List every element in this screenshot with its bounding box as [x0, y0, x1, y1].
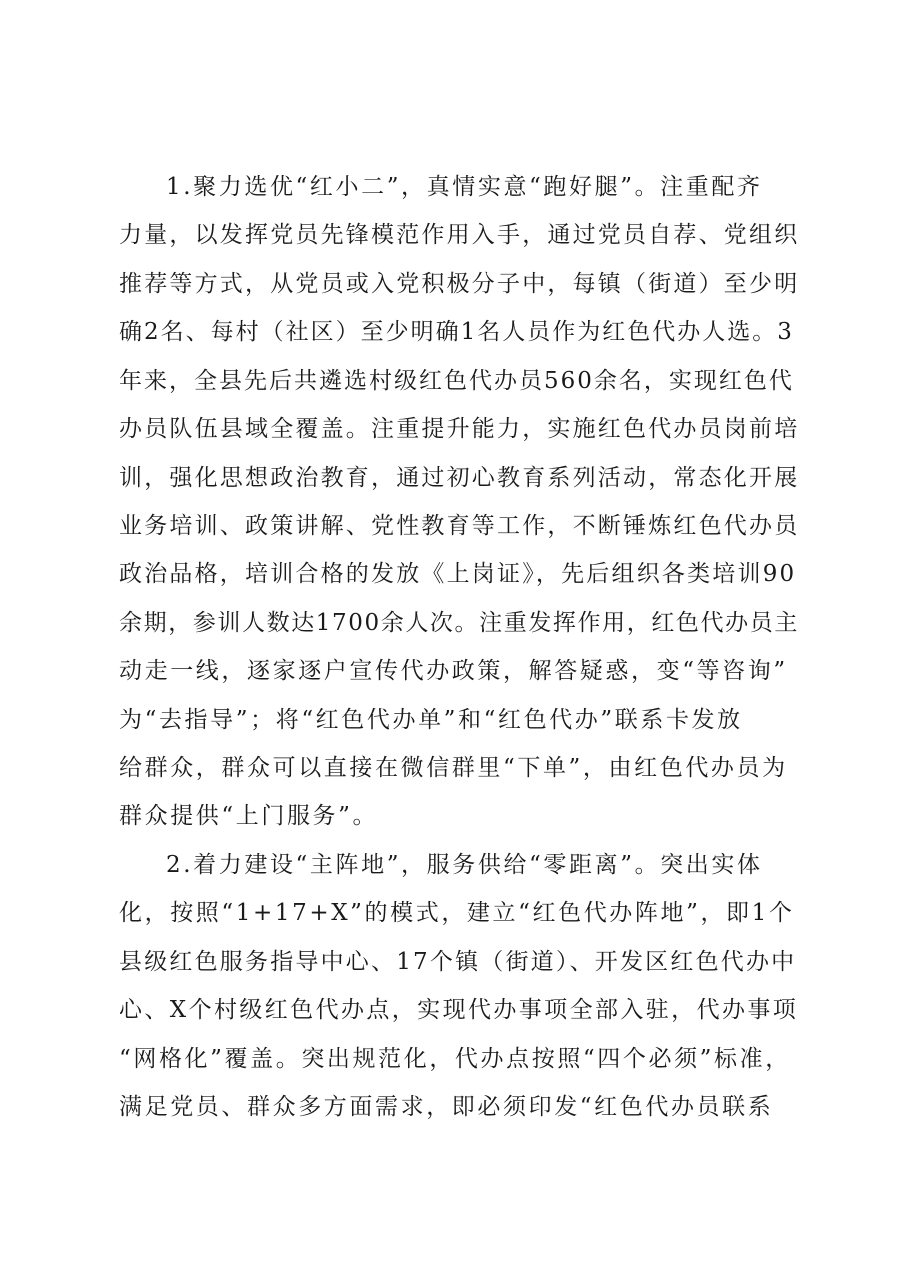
paragraph-2-line: 化，按照“1+17+X”的模式，建立“红色代办阵地”，即1个	[119, 900, 795, 926]
paragraph-1-line: 业务培训、政策讲解、党性教育等工作，不断锤炼红色代办员	[119, 513, 800, 539]
paragraph-1-line: 动走一线，逐家逐户宣传代办政策，解答疑惑，变“等咨询”	[119, 658, 788, 684]
paragraph-2-line: 心、X个村级红色代办点，实现代办事项全部入驻，代办事项	[119, 997, 799, 1023]
paragraph-1-line: 为“去指导”；将“红色代办单”和“红色代办”联系卡发放	[119, 707, 743, 733]
paragraph-1-line: 确2名、每村（社区）至少明确1名人员作为红色代办人选。3	[119, 319, 794, 345]
paragraph-1-line: 余期，参训人数达1700余人次。注重发挥作用，红色代办员主	[119, 610, 799, 636]
paragraph-1-line: 给群众，群众可以直接在微信群里“下单”，由红色代办员为	[119, 755, 788, 781]
paragraph-1-line: 办员队伍县域全覆盖。注重提升能力，实施红色代办员岗前培	[119, 416, 800, 442]
paragraph-1-line: 推荐等方式，从党员或入党积极分子中，每镇（街道）至少明	[119, 271, 800, 297]
paragraph-1-line: 群众提供“上门服务”。	[119, 803, 379, 829]
paragraph-2-line: 县级红色服务指导中心、17个镇（街道）、开发区红色代办中	[119, 949, 797, 975]
paragraph-1-line: 力量，以发挥党员先锋模范作用入手，通过党员自荐、党组织	[119, 222, 800, 248]
paragraph-1-line: 年来，全县先后共遴选村级红色代办员560余名，实现红色代	[119, 368, 794, 394]
paragraph-2-line: 满足党员、群众多方面需求，即必须印发“红色代办员联系	[119, 1094, 774, 1120]
paragraph-1-line: 训，强化思想政治教育，通过初心教育系列活动，常态化开展	[119, 465, 800, 491]
paragraph-1-heading-line: 1.聚力选优“红小二”，真情实意“跑好腿”。注重配齐	[166, 174, 763, 200]
paragraph-2-line: “网格化”覆盖。突出规范化，代办点按照“四个必须”标准，	[119, 1046, 791, 1072]
paragraph-2-heading-line: 2.着力建设“主阵地”，服务供给“零距离”。突出实体	[166, 852, 763, 878]
paragraph-1-line: 政治品格，培训合格的发放《上岗证》，先后组织各类培训90	[119, 561, 797, 587]
